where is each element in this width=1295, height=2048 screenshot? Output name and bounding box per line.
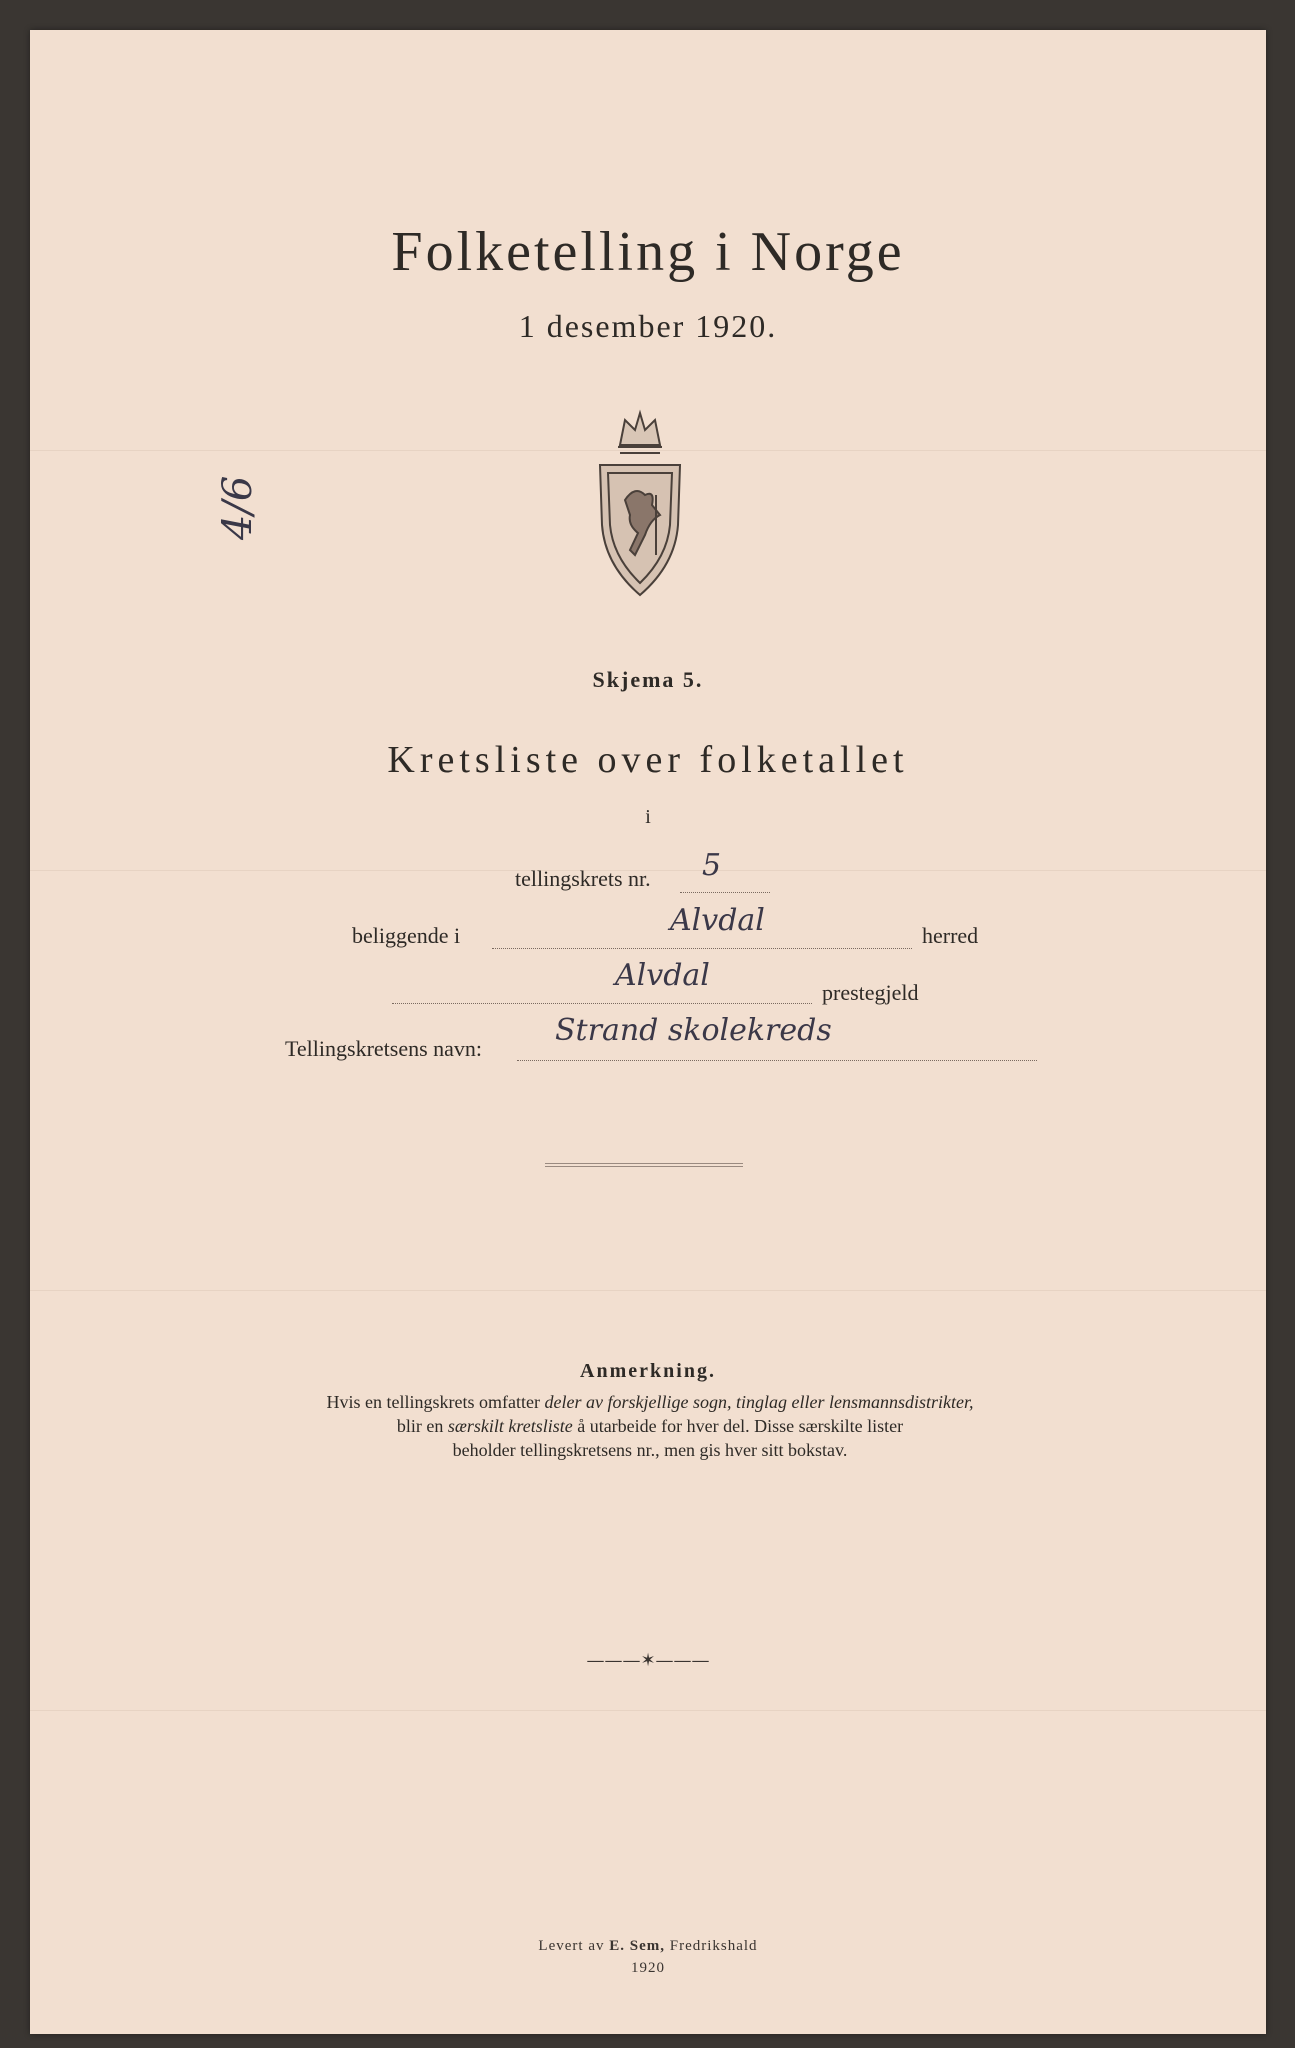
form-label: Skjema 5. [592,667,704,692]
coat-of-arms-icon [590,405,690,605]
census-form-page [30,30,1266,2034]
herred-label: herred [922,923,979,948]
beliggende-value: Alvdal [670,903,765,938]
tellingskrets-value: 5 [702,848,722,883]
connector-word: i [645,806,651,828]
form-heading: Kretsliste over folketallet [387,739,909,781]
census-date: 1 desember 1920. [518,308,778,344]
navn-value: Strand skolekreds [555,1013,832,1048]
navn-label: Tellingskretsens navn: [285,1036,483,1061]
note-title: Anmerkning. [580,1360,716,1382]
margin-annotation: 4/6 [215,475,261,540]
tellingskrets-label: tellingskrets nr. [515,866,651,891]
beliggende-label: beliggende i [352,923,461,948]
form-title: Folketelling i Norge [391,221,905,283]
printer-imprint: Levert av E. Sem, Fredrikshald 1920 [538,1938,758,1976]
prestegjeld-value: Alvdal [615,958,710,993]
ornament-divider: ———✶——— [586,1650,710,1671]
prestegjeld-label: prestegjeld [822,980,919,1005]
note-text: Hvis en tellingskrets omfatter deler av forskjellige sogn, tinglag eller lensmannsdistrikter, blir en særskilt kretsliste å utarbeide for hver del. Disse særskilte lister beholder tellingskretsens nr., men gis hver sitt bokstav. [326,1392,974,1460]
